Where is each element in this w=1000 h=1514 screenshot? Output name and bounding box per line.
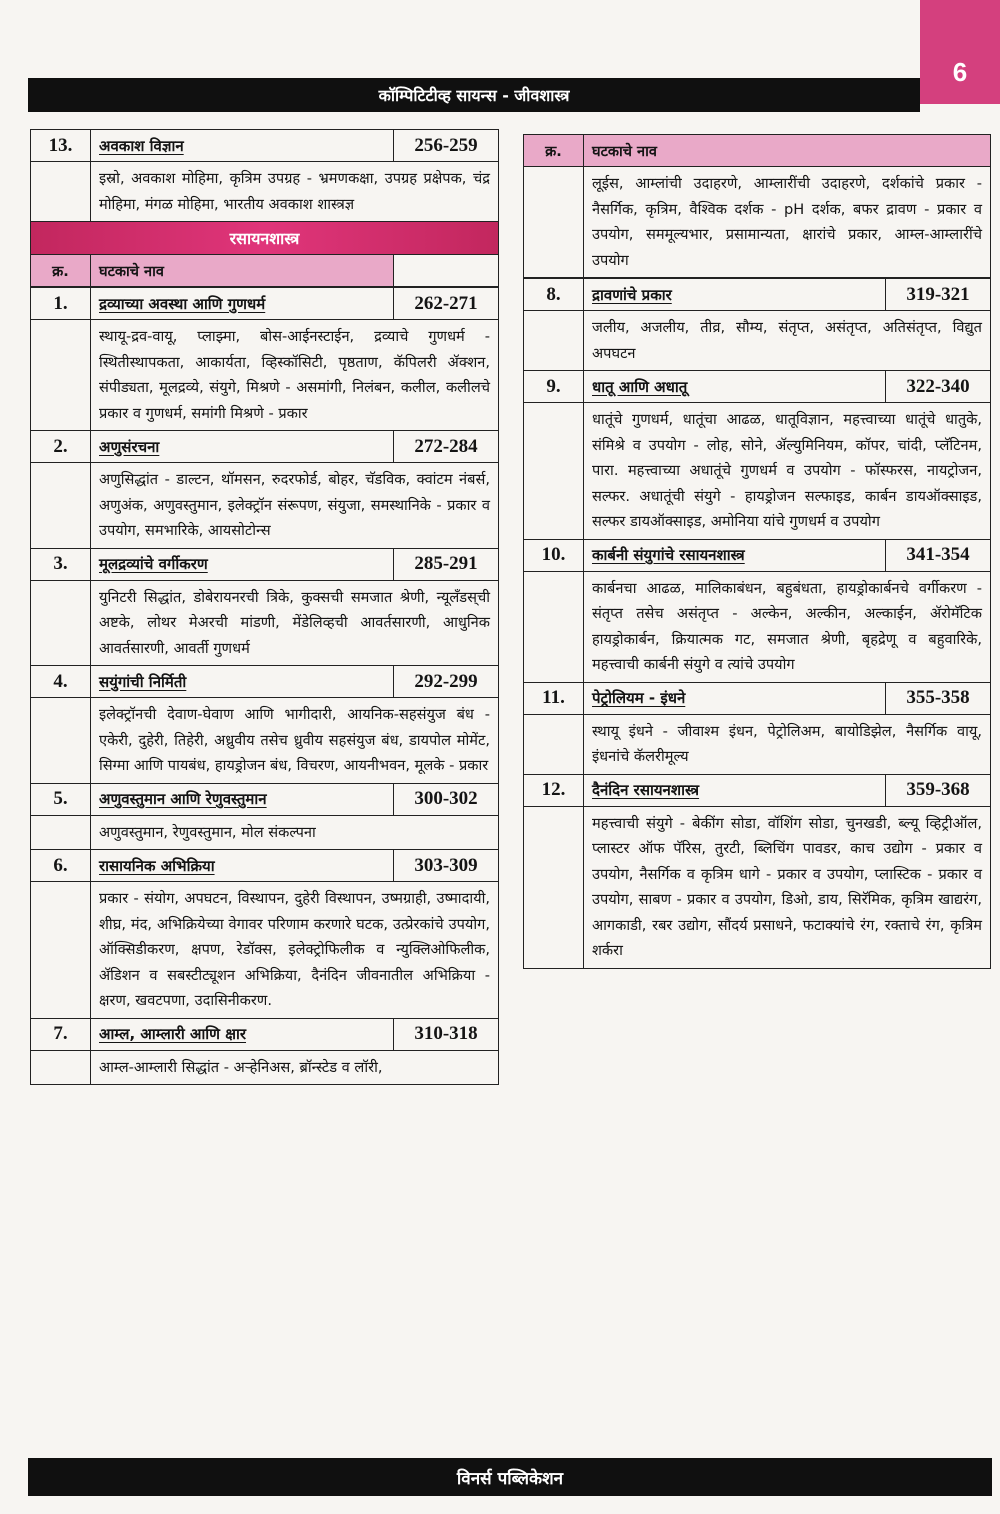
topic-row (31, 784, 498, 816)
left-topic-list (31, 287, 498, 1084)
topic-desc-row (524, 311, 990, 370)
left-syllabus-table (30, 129, 499, 1085)
topic-block (31, 287, 498, 430)
topic-row (31, 288, 498, 320)
right-syllabus-table (523, 134, 991, 969)
topic-block (524, 278, 990, 370)
topic-number: 5. (31, 784, 91, 815)
page-number: 6 (952, 57, 968, 87)
topic-description: इस्रो, अवकाश मोहिमा, कृत्रिम उपग्रह - भ्रमणकक्षा, उपग्रह प्रक्षेपक, चंद्र मोहिमा, मंगळ मोहिमा, भारतीय अवकाश शास्त्रज्ञ (99, 170, 490, 213)
topic-desc-row (524, 715, 990, 774)
topic-description: स्थायू इंधने - जीवाश्म इंधन, पेट्रोलिअम, बायोडिझेल, नैसर्गिक वायू, इंधनांचे कॅलरीमूल्य (592, 722, 982, 765)
topic-name: अवकाश विज्ञान (91, 130, 394, 161)
topic-name: सयुंगांची निर्मिती (91, 666, 394, 697)
topic-name: द्रावणांचे प्रकार (584, 279, 886, 310)
topic-description: अणुसिद्धांत - डाल्टन, थॉमसन, रुदरफोर्ड, बोहर, चॅडविक, क्वांटम नंबर्स, अणुअंक, अणुवस्तुमान, इलेक्ट्रॉन संरूपण, संयुजा, समस्थानिके - प्रकार व उपयोग, समभारिके, आयसोटोन्स (99, 471, 490, 539)
topic-number: 13. (31, 130, 91, 161)
topic-name: अणुवस्तुमान आणि रेणुवस्तुमान (91, 784, 394, 815)
col-header-name: घटकाचे नाव (592, 143, 657, 160)
topic-block (31, 130, 498, 222)
topic-desc-row (524, 403, 990, 539)
topic-pages: 292-299 (414, 670, 478, 692)
topic-name: द्रव्याच्या अवस्था आणि गुणधर्म (91, 288, 394, 319)
topic-desc-row (31, 882, 498, 1018)
topic-name: अणुसंरचना (91, 431, 394, 462)
topic-number: 11. (524, 683, 584, 714)
page-header (28, 78, 920, 112)
topic-description: जलीय, अजलीय, तीव्र, सौम्य, संतृप्त, असंतृप्त, अतिसंतृप्त, विद्युत अपघटन (592, 319, 982, 362)
topic-pages: 341-354 (906, 544, 970, 565)
topic-description: इलेक्ट्रॉनची देवाण-घेवाण आणि भागीदारी, आयनिक-सहसंयुज बंध - एकेरी, दुहेरी, तिहेरी, अध्रुवीय तसेच ध्रुवीय सहसंयुज बंध, डायपोल मोमेंट, सिग्मा आणि पायबंध, हायड्रोजन बंध, विचरण, आयनीभवन, मूलके - प्रकार (99, 706, 490, 774)
topic-name: पेट्रोलियम - इंधने (584, 683, 886, 714)
topic-number: 2. (31, 431, 91, 462)
topic-number: 9. (524, 371, 584, 402)
topic-description: प्रकार - संयोग, अपघटन, विस्थापन, दुहेरी विस्थापन, उष्मग्राही, उष्मादायी, शीघ्र, मंद, अभिक्रियेच्या वेगावर परिणाम करणारे घटक, उत्प्रेरकांचे उपयोग, ऑक्सिडीकरण, क्षपण, रेडॉक्स, इलेक्ट्रोफिलीक व न्युक्लिओफिलीक, ॲडिशन व सबस्टीट्यूशन अभिक्रिया, दैनंदिन जीवनातील अभिक्रिया - क्षरण, खवटपणा, उदासिनीकरण. (99, 890, 490, 1009)
topic-description: कार्बनचा आढळ, मालिकाबंधन, बहुबंधता, हायड्रोकार्बनचे वर्गीकरण - संतृप्त तसेच असंतृप्त - अल्केन, अल्कीन, अल्काईन, ॲरोमॅटिक हायड्रोकार्बन, क्रियात्मक गट, समजात श्रेणी, बृहद्रेणू व बहुवारिके, महत्त्वाची कार्बनी संयुगे व त्यांचे उपयोग (592, 579, 982, 673)
topic-pages: 355-358 (906, 687, 970, 708)
topic-number: 7. (31, 1019, 91, 1050)
topic-number: 4. (31, 666, 91, 697)
col-header-name: घटकाचे नाव (91, 255, 394, 286)
topic-desc-row (524, 572, 990, 682)
topic-pages: 322-340 (906, 375, 970, 397)
topic-pages: 285-291 (414, 553, 478, 574)
table-header-row (31, 255, 498, 287)
topic-row (524, 371, 990, 403)
section-title: रसायनशास्त्र (229, 229, 300, 248)
topic-description: महत्त्वाची संयुगे - बेकींग सोडा, वॉशिंग सोडा, चुनखडी, ब्ल्यू व्हिट्रीऑल, प्लास्टर ऑफ पॅरिस, तुरटी, ब्लिचिंग पावडर, काच उद्योग - प्रकार व उपयोग, नैसर्गिक व कृत्रिम धागे - प्रकार व उपयोग, प्लास्टिक - प्रकार व उपयोग, साबण - प्रकार व उपयोग, डिओ, डाय, सिरॅमिक, कृत्रिम खाद्यरंग, आगकाडी, रबर उद्योग, सौंदर्य प्रसाधने, फटाक्यांचे रंग, रक्ताचे रंग, कृत्रिम शर्करा (592, 814, 982, 959)
topic-name: मूलद्रव्यांचे वर्गीकरण (91, 549, 394, 580)
topic-desc-row (31, 1051, 498, 1085)
topic-pages: 310-318 (414, 1023, 478, 1044)
topic-desc-row (31, 698, 498, 783)
topic-description: अणुवस्तुमान, रेणुवस्तुमान, मोल संकल्पना (99, 823, 316, 841)
topic-desc-row (31, 162, 498, 221)
right-topic-list (524, 278, 990, 968)
continuation-block (524, 167, 990, 278)
header-title: कॉम्पिटिटीव्ह सायन्स - जीवशास्त्र (378, 86, 570, 105)
topic-block (31, 849, 498, 1018)
topic-block (524, 539, 990, 682)
topic-block (31, 783, 498, 850)
page-number-tab (920, 0, 1000, 104)
topic-row (31, 1019, 498, 1051)
topic-description: स्थायू-द्रव-वायू, प्लाझ्मा, बोस-आईनस्टाईन, द्रव्याचे गुणधर्म - स्थितीस्थापकता, आकार्यता, व्हिस्कॉसिटी, पृष्ठताण, कॅपिलरी ॲक्शन, संपीड्यता, मूलद्रव्ये, संयुगे, मिश्रणे - असमांगी, निलंबन, कलील, कलीलचे प्रकार व गुणधर्म, समांगी मिश्रणे - प्रकार (99, 328, 490, 422)
topic-number: 1. (31, 288, 91, 319)
topic-block (31, 1018, 498, 1085)
topic-number: 12. (524, 775, 584, 806)
topic-desc-row (31, 463, 498, 548)
topic-number: 10. (524, 540, 584, 571)
topic-name: धातू आणि अधातू (584, 371, 886, 402)
topic-row (31, 431, 498, 463)
continuation-description: लूईस, आम्लांची उदाहरणे, आम्लारींची उदाहरणे, दर्शकांचे प्रकार - नैसर्गिक, कृत्रिम, वैश्विक दर्शक - pH दर्शक, बफर द्रावण - प्रकार व उपयोग, सममूल्यभार, प्रसामान्यता, क्षारांचे प्रकार, आम्ल-आम्लारींचे उपयोग (592, 175, 982, 269)
topic-number: 8. (524, 279, 584, 310)
topic-number: 3. (31, 549, 91, 580)
topic-block (31, 548, 498, 666)
topic-block (524, 682, 990, 774)
topic-pages: 256-259 (414, 134, 478, 156)
col-header-number: क्र. (31, 255, 91, 286)
topic-row (524, 540, 990, 572)
topic-desc-row (31, 581, 498, 666)
table-header-row (524, 135, 990, 167)
topic-name: कार्बनी संयुगांचे रसायनशास्त्र (584, 540, 886, 571)
topic-row (524, 775, 990, 807)
topic-description: धातूंचे गुणधर्म, धातूंचा आढळ, धातूविज्ञान, महत्त्वाच्या धातूंचे धातुके, संमिश्रे व उपयोग - लोह, सोने, ॲल्युमिनियम, कॉपर, चांदी, प्लॅटिनम, पारा. महत्त्वाच्या अधातूंचे गुणधर्म व उपयोग - फॉस्फरस, नायट्रोजन, सल्फर. अधातूंची संयुगे - हायड्रोजन सल्फाइड, कार्बन डायऑक्साइड, सल्फर डायऑक्साइड, अमोनिया यांचे गुणधर्म व उपयोग (592, 411, 982, 530)
topic-name: दैनंदिन रसायनशास्त्र (584, 775, 886, 806)
topic-pages: 262-271 (414, 292, 478, 314)
topic-block (31, 665, 498, 783)
topic-pages: 272-284 (414, 435, 478, 457)
topic-row (524, 683, 990, 715)
topic-block (31, 430, 498, 548)
topic-name: रासायनिक अभिक्रिया (91, 850, 394, 881)
topic-row (31, 666, 498, 698)
topic-desc-row (31, 320, 498, 430)
topic-pages: 359-368 (906, 779, 970, 800)
footer-title: विनर्स पब्लिकेशन (456, 1468, 564, 1489)
topic-number: 6. (31, 850, 91, 881)
topic-row (31, 130, 498, 162)
section-title-chemistry (31, 222, 498, 255)
topic-block (524, 774, 990, 968)
col-header-number: क्र. (524, 135, 584, 166)
topic-desc-row (524, 807, 990, 968)
topic-row (31, 850, 498, 882)
topic-pages: 300-302 (414, 788, 478, 809)
topic-description: आम्ल-आम्लारी सिद्धांत - अऱ्हेनिअस, ब्रॉन्स्टेड व लॉरी, (99, 1058, 383, 1076)
topic-description: युनिटरी सिद्धांत, डोबेरायनरची त्रिके, कुक्सची समजात श्रेणी, न्यूलँडस्‌ची अष्टके, लोथर मेअरची मांडणी, मेंडेलिव्हची आवर्तसारणी, आधुनिक आवर्तसारणी, आवर्ती गुणधर्म (99, 588, 490, 657)
topic-block (524, 370, 990, 539)
topic-row (524, 279, 990, 311)
topic-row (31, 549, 498, 581)
topic-pages: 319-321 (906, 283, 970, 305)
topic-pages: 303-309 (414, 854, 478, 876)
topic-name: आम्ल, आम्लारी आणि क्षार (91, 1019, 394, 1050)
topic-desc-row (31, 816, 498, 850)
page-footer (28, 1458, 992, 1496)
